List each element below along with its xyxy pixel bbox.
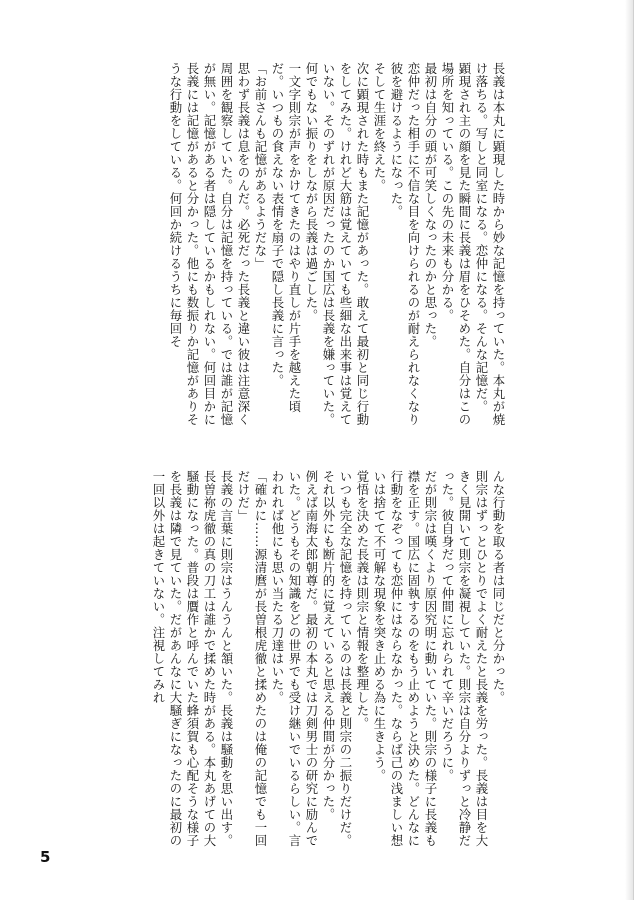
paragraph: いつも完全な記憶を持っているのは長義と則宗の二振りだけだ。それ以外にも断片的に覚えていると思える仲間が分かった。: [321, 470, 353, 847]
paragraph: 一文字則宗が声をかけてきたのはやり直しが片手を越えた頃だ。いつもの食えない表情を扇子で隠し長義に言った。: [270, 62, 302, 413]
paragraph: んな行動を取る者は同じだと分かった。: [491, 470, 506, 704]
paragraph: 思わず長義は息をのんだ。必死だった長義と違い彼は注意深く周囲を観察していた。自分は記憶を持っている。では誰が記憶が無い。記憶がある者は隠しているかもしれない。何回目かに長義には記憶があると分かった。他にも数振りか記憶がありそうな行動をしている。何回か続けるうちに毎回そ: [168, 62, 251, 426]
paragraph: 長義の言葉に則宗はうんうんと頷いた。長義は騒動を思い出す。長曽祢虎徹の真の刀工は誰かで揉めた時がある。本丸あげての大騒動になった。普段は贋作と呼んでいた蜂須賀も心配そうな様子を長義は隣で見ていた。だがあんなに大騒ぎになったのに最初の一回以外は起きていない。注視してみれ: [151, 470, 234, 847]
dialogue-line: 「確かに……源清麿が長曽根虎徹と揉めたのは俺の記憶でも一回だけだ」: [236, 470, 268, 847]
page-number: 5: [40, 848, 51, 866]
paragraph: 最初は自分の頭が可笑しくなったのかと思った。: [423, 62, 438, 348]
page-edge-shadow: [625, 0, 633, 900]
paragraph: だが則宗は嘆くより原因究明に動いていた。則宗の様子に長義も襟を正す。国広に固執するのをもう止めようと決めた。どんなに行動をなぞっても恋仲にはならなかった。ならば己の浅ましい想いは捨てて不可解な現象を突き止める為に生きよう。: [372, 470, 438, 847]
paragraph: 則宗はずっとひとりでよく耐えたと長義を労った。長義は目を大きく見開いて則宗を凝視していた。則宗は自分よりずっと冷静だった。彼自身だって仲間に忘れられて辛いだろうに。: [440, 470, 489, 847]
text-block-lower: [109, 470, 507, 850]
paragraph: 顕現され主の顔を見た瞬間に長義は眉をひそめた。自分はこの場所を知っている。この先の未来も分かる。: [440, 62, 472, 426]
text-block-upper: [109, 62, 507, 434]
paragraph: 覚悟を決めた長義は則宗と情報を整理した。: [355, 470, 370, 730]
paragraph: 長義は本丸に顕現した時から妙な記憶を持っていた。本丸が焼け落ちる。写しと同室になる。恋仲になる。そんな記憶だ。: [474, 62, 506, 426]
paragraph: 例えば南海太郎朝尊だ。最初の本丸では刀剣男士の研究に励んでいた。どうもその知識をどの世界でも受け継いでいるらしい。言われれば他にも思い当たる刀達はいた。: [270, 470, 319, 847]
paragraph: そして生涯を終えた。: [372, 62, 387, 192]
dialogue-line: 「お前さんも記憶があるようだな」: [253, 62, 268, 270]
paragraph: 恋仲だった相手に不信な目を向けられるのが耐えられなくなり彼を避けるようになった。: [389, 62, 421, 426]
paragraph: 次に顕現された時もまた記憶があった。敢えて最初と同じ行動をしてみた。けれど大筋は覚えていても些細な出来事は覚えていない。そのずれが原因だったのか国広は長義を嫌っていた。何でもない振りをしながら長義は過ごした。: [304, 62, 370, 426]
